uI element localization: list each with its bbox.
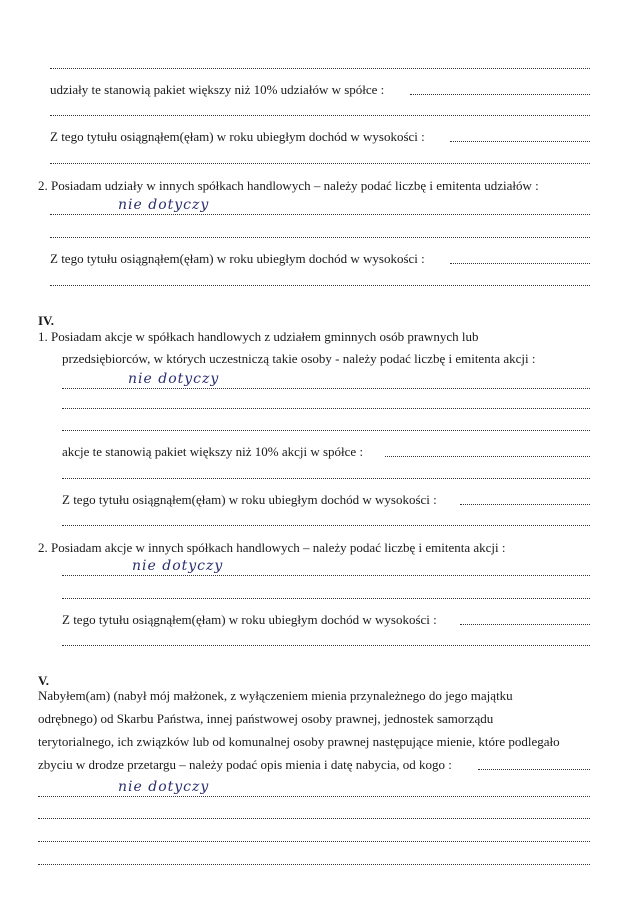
answer-line	[460, 624, 590, 625]
answer-line	[50, 68, 590, 69]
section5-line3: terytorialnego, ich związków lub od komunalnej osoby prawnej następujące mienie, które podlegało	[38, 734, 560, 749]
income-label: Z tego tytułu osiągnąłem(ęłam) w roku ubiegłym dochód w wysokości :	[50, 129, 425, 144]
section5-line1: Nabyłem(am) (nabył mój małżonek, z wyłączeniem mienia przynależnego do jego majątku	[38, 688, 513, 703]
income-label: Z tego tytułu osiągnąłem(ęłam) w roku ubiegłym dochód w wysokości :	[62, 612, 437, 627]
handwritten-answer: nie dotyczy	[128, 371, 220, 387]
section4-item1-line2: przedsiębiorców, w których uczestniczą takie osoby - należy podać liczbę i emitenta akcji :	[62, 351, 536, 366]
handwritten-answer: nie dotyczy	[132, 558, 224, 574]
answer-line	[62, 478, 590, 479]
other-shares-label: 2. Posiadam akcje w innych spółkach handlowych – należy podać liczbę i emitenta akcji :	[38, 540, 506, 555]
answer-line	[450, 263, 590, 264]
answer-line	[50, 163, 590, 164]
section4-item1-line1: 1. Posiadam akcje w spółkach handlowych z udziałem gminnych osób prawnych lub	[38, 329, 479, 344]
answer-line	[62, 525, 590, 526]
answer-line	[385, 456, 590, 457]
section-heading: V.	[38, 673, 49, 688]
answer-line	[62, 645, 590, 646]
answer-line	[62, 430, 590, 431]
answer-line	[50, 115, 590, 116]
income-label: Z tego tytułu osiągnąłem(ęłam) w roku ubiegłym dochód w wysokości :	[62, 492, 437, 507]
answer-line	[62, 408, 590, 409]
answer-line	[460, 504, 590, 505]
answer-line	[38, 818, 590, 819]
answer-line	[62, 575, 590, 576]
section5-line2: odrębnego) od Skarbu Państwa, innej państwowej osoby prawnej, jednostek samorządu	[38, 711, 494, 726]
section-heading: IV.	[38, 313, 55, 328]
answer-line	[50, 214, 590, 215]
answer-line	[38, 796, 590, 797]
section5-line4: zbyciu w drodze przetargu – należy podać opis mienia i datę nabycia, od kogo :	[38, 757, 452, 772]
shares-package-label: akcje te stanowią pakiet większy niż 10% akcji w spółce :	[62, 444, 364, 459]
other-shares-label: 2. Posiadam udziały w innych spółkach handlowych – należy podać liczbę i emitenta udziałów :	[38, 178, 539, 193]
answer-line	[478, 769, 590, 770]
answer-line	[38, 864, 590, 865]
shares-package-label: udziały te stanowią pakiet większy niż 10% udziałów w spółce :	[50, 82, 385, 97]
answer-line	[38, 841, 590, 842]
answer-line	[62, 388, 590, 389]
answer-line	[50, 285, 590, 286]
handwritten-answer: nie dotyczy	[118, 779, 210, 795]
answer-line	[50, 237, 590, 238]
income-label: Z tego tytułu osiągnąłem(ęłam) w roku ubiegłym dochód w wysokości :	[50, 251, 425, 266]
handwritten-answer: nie dotyczy	[118, 197, 210, 213]
answer-line	[450, 141, 590, 142]
answer-line	[62, 598, 590, 599]
answer-line	[410, 94, 590, 95]
